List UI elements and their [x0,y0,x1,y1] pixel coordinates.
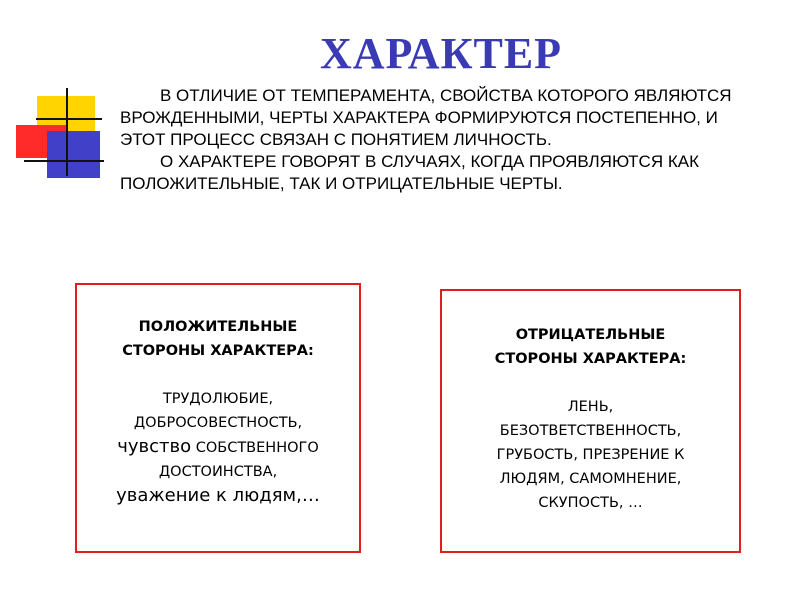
positive-item-word: чувство [117,436,192,457]
intro-text [120,85,740,195]
horizontal-line-top [36,118,102,120]
negative-traits-box [440,289,741,553]
horizontal-line-bottom [24,160,104,162]
positive-item: ДОБРОСОВЕСТНОСТЬ, [133,415,303,431]
decorative-squares-graphic [0,0,120,200]
intro-paragraph-1 [120,85,740,151]
negative-item: СКУПОСТЬ, … [538,495,643,511]
positive-item-rest: СОБСТВЕННОГО [191,440,319,456]
negative-item: БЕЗОТВЕТСТВЕННОСТЬ, [499,423,682,439]
negative-traits-title [442,323,739,371]
positive-traits-list [77,387,359,508]
slide-title: ХАРАКТЕР [320,29,563,78]
vertical-line [66,88,68,176]
positive-item: ДОСТОИНСТВА, [158,464,278,480]
negative-title-line-1: ОТРИЦАТЕЛЬНЫЕ [515,327,666,343]
negative-title-line-2: СТОРОНЫ ХАРАКТЕРА: [494,351,687,367]
intro-paragraph-1-text: В ОТЛИЧИЕ ОТ ТЕМПЕРАМЕНТА, СВОЙСТВА КОТОРОГО ЯВЛЯЮТСЯ ВРОЖДЕННЫМИ, ЧЕРТЫ ХАРАКТЕРА ФОРМИРУЮТСЯ ПОСТЕПЕННО, И ЭТОТ ПРОЦЕСС СВЯЗАН С ПОНЯТИЕМ ЛИЧНОСТЬ. [120,86,732,149]
negative-item: ЛЕНЬ, [567,399,614,415]
intro-paragraph-2 [120,151,740,195]
positive-item [77,435,359,460]
positive-traits-box [75,283,361,553]
negative-traits-list [442,395,739,515]
blue-square [47,131,100,178]
negative-item: ГРУБОСТЬ, ПРЕЗРЕНИЕ К [496,447,685,463]
positive-item: ТРУДОЛЮБИЕ, [162,391,274,407]
positive-title-line-1: ПОЛОЖИТЕЛЬНЫЕ [138,319,298,335]
intro-paragraph-2-text: О ХАРАКТЕРЕ ГОВОРЯТ В СЛУЧАЯХ, КОГДА ПРОЯВЛЯЮТСЯ КАК ПОЛОЖИТЕЛЬНЫЕ, ТАК И ОТРИЦАТЕЛЬНЫЕ ЧЕРТЫ. [120,152,699,193]
positive-item: уважение к людям,… [116,485,320,506]
positive-title-line-2: СТОРОНЫ ХАРАКТЕРА: [122,343,314,359]
negative-item: ЛЮДЯМ, САМОМНЕНИЕ, [499,471,682,487]
positive-traits-title [77,315,359,363]
